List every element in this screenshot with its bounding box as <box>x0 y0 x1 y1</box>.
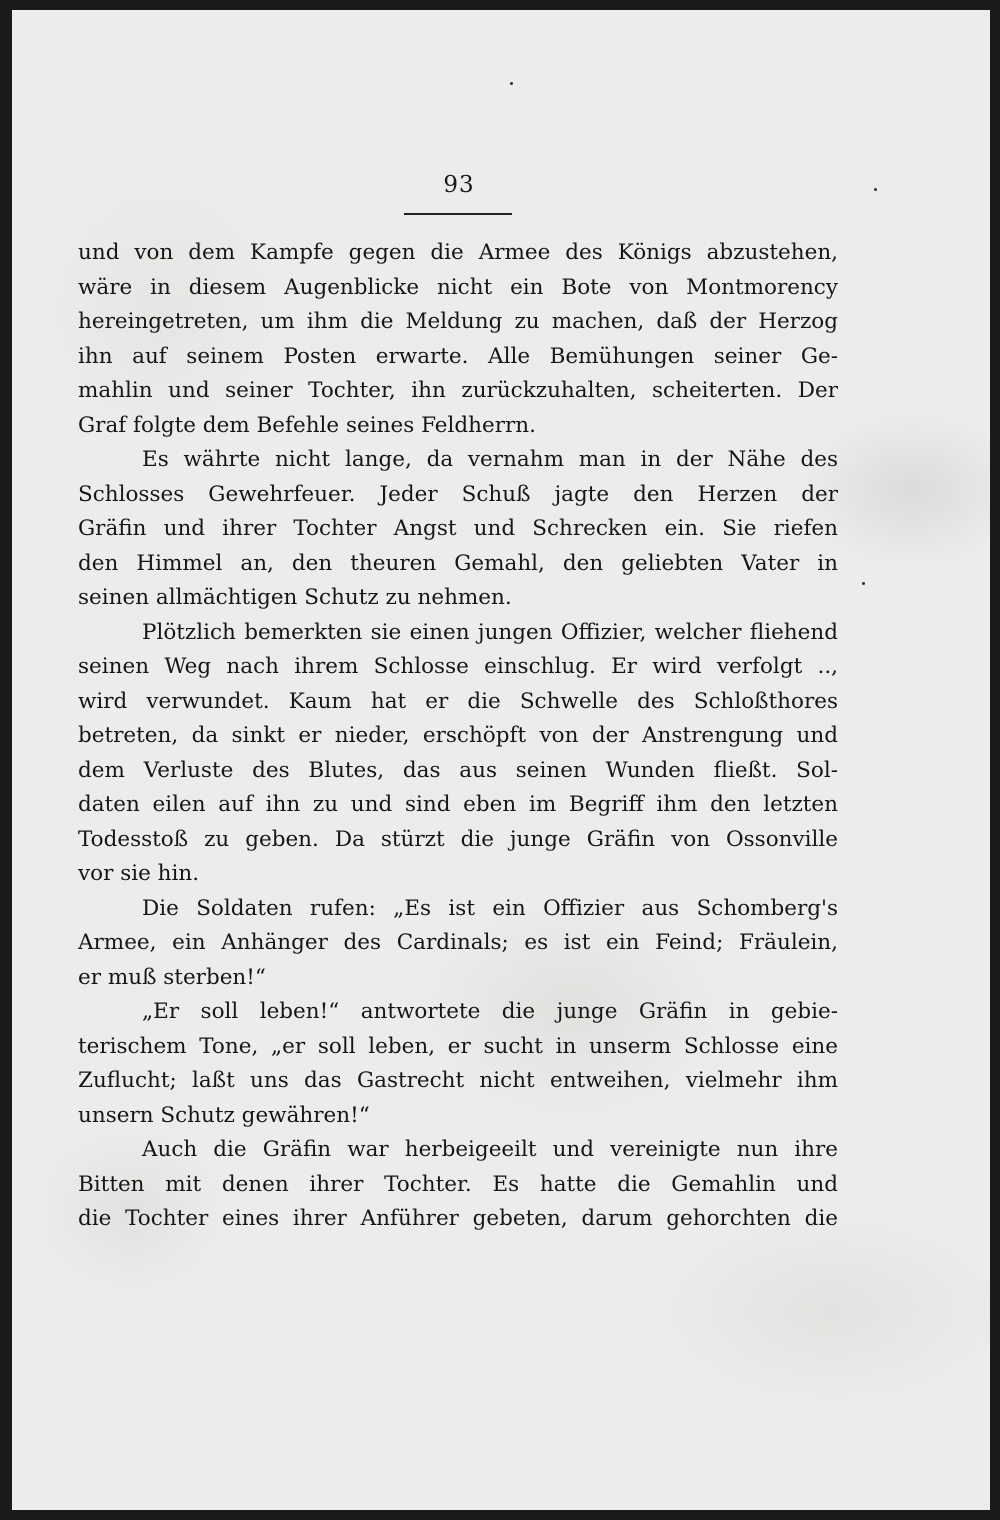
book-page <box>12 10 990 1510</box>
text-line: Todesstoß zu geben. Da stürzt die junge Gräfin von Ossonville <box>78 826 838 852</box>
text-line: unsern Schutz gewähren!“ <box>78 1102 370 1128</box>
text-line: dem Verluste des Blutes, das aus seinen Wunden fließt. Sol- <box>78 757 838 783</box>
text-line: er muß sterben!“ <box>78 964 266 990</box>
text-line: Armee, ein Anhänger des Cardinals; es ist ein Feind; Fräulein, <box>78 930 838 955</box>
ink-speck <box>874 188 877 191</box>
text-line: Die Soldaten rufen: „Es ist ein Offizier aus Schomberg's <box>142 895 838 921</box>
text-line: den Himmel an, den theuren Gemahl, den geliebten Vater in <box>78 550 838 576</box>
ink-speck <box>510 82 513 85</box>
text-line: Gräfin und ihrer Tochter Angst und Schrecken ein. Sie riefen <box>78 516 838 541</box>
text-line: terischem Tone, „er soll leben, er sucht in unserm Schlosse eine <box>78 1033 838 1059</box>
text-line: „Er soll leben!“ antwortete die junge Gräfin in gebie- <box>142 999 838 1024</box>
text-line: wäre in diesem Augenblicke nicht ein Bote von Montmorency <box>78 274 838 300</box>
text-line: Schlosses Gewehrfeuer. Jeder Schuß jagte den Herzen der <box>78 481 838 507</box>
text-line: Bitten mit denen ihrer Tochter. Es hatte die Gemahlin und <box>78 1171 838 1197</box>
text-line: seinen allmächtigen Schutz zu nehmen. <box>78 585 512 610</box>
text-line: daten eilen auf ihn zu und sind eben im Begriff ihm den letzten <box>78 792 838 817</box>
text-line: betreten, da sinkt er nieder, erschöpft von der Anstrengung und <box>78 723 838 748</box>
page-number: 93 <box>443 172 475 198</box>
text-line: Es währte nicht lange, da vernahm man in der Nähe des <box>142 447 838 472</box>
text-line: mahlin und seiner Tochter, ihn zurückzuhalten, scheiterten. Der <box>78 378 838 403</box>
body-text <box>78 236 838 1237</box>
text-line: vor sie hin. <box>78 861 200 886</box>
page-number-rule <box>404 213 512 215</box>
ink-speck <box>862 582 865 585</box>
text-line: Zuflucht; laßt uns das Gastrecht nicht entweihen, vielmehr ihm <box>78 1068 838 1093</box>
text-line: und von dem Kampfe gegen die Armee des Königs abzustehen, <box>78 240 838 265</box>
text-line: hereingetreten, um ihm die Meldung zu machen, daß der Herzog <box>78 309 838 334</box>
text-line: Auch die Gräfin war herbeigeeilt und vereinigte nun ihre <box>142 1137 838 1162</box>
text-line: die Tochter eines ihrer Anführer gebeten, darum gehorchten die <box>78 1206 838 1231</box>
text-line: Plötzlich bemerkten sie einen jungen Offizier, welcher fliehend <box>142 619 838 645</box>
text-line: seinen Weg nach ihrem Schlosse einschlug. Er wird verfolgt .., <box>78 654 838 679</box>
text-line: Graf folgte dem Befehle seines Feldherrn. <box>78 412 536 438</box>
text-line: ihn auf seinem Posten erwarte. Alle Bemühungen seiner Ge- <box>78 343 838 369</box>
text-line: wird verwundet. Kaum hat er die Schwelle des Schloßthores <box>78 688 838 714</box>
